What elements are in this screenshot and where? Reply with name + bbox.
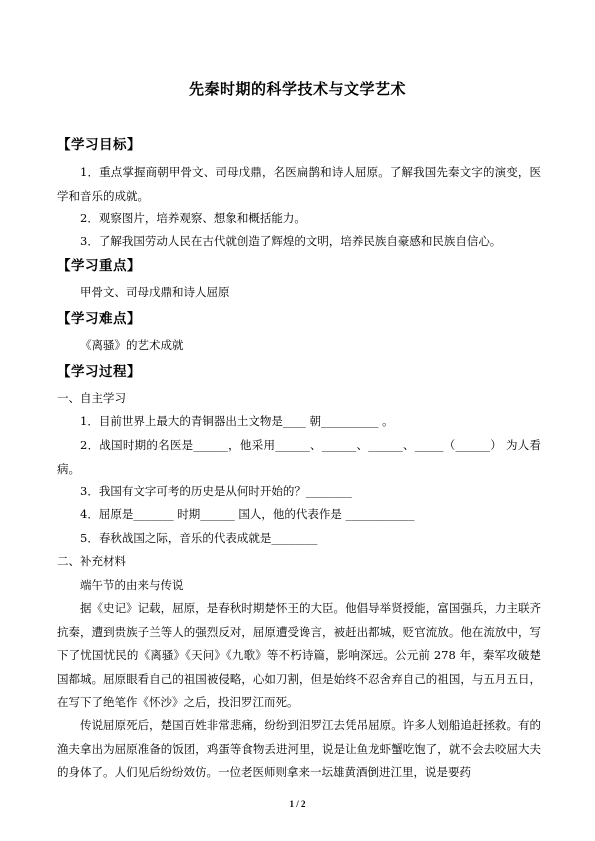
process-heading: 【学习过程】	[57, 364, 141, 380]
focus-text: 甲骨文、司母戊鼎和诗人屈原	[80, 285, 230, 299]
question-5: 5．春秋战国之际，音乐的代表成就是________	[80, 531, 318, 545]
section-self-study: 一、自主学习	[57, 391, 126, 405]
section-materials: 二、补充材料	[57, 554, 126, 568]
question-2: 2．战国时期的名医是______，他采用______、______、______、_____（______） 为人看病。	[57, 438, 541, 476]
material-title: 端午节的由来与传说	[80, 578, 184, 592]
goal-item-3: 3．了解我国劳动人民在古代就创造了辉煌的文明，培养民族自豪感和民族自信心。	[80, 234, 502, 248]
goal-item-1: 1．重点掌握商朝甲骨文、司母戊鼎，名医扁鹊和诗人屈原。了解我国先秦文字的演变，医学和音乐的成就。	[57, 165, 541, 203]
goal-item-2: 2．观察图片，培养观察、想象和概括能力。	[80, 211, 306, 225]
difficulty-text: 《离骚》的艺术成就	[80, 338, 184, 352]
question-4: 4．屈原是_______ 时期______ 国人，他的代表作是 ____________	[80, 507, 415, 521]
question-1: 1．目前世界上最大的青铜器出土文物是____ 朝__________ 。	[80, 414, 394, 428]
material-paragraph-2: 传说屈原死后，楚国百姓非常悲痛，纷纷到汨罗江去凭吊屈原。许多人划船追赶拯救。有的渔夫拿出为屈原准备的饭团，鸡蛋等食物丢进河里，说是让鱼龙虾蟹吃饱了，就不会去咬屈大夫的身体了。人们见后纷纷效仿。一位老医师则拿来一坛雄黄酒倒进江里，说是要药	[57, 718, 541, 779]
material-paragraph-1: 据《史记》记载，屈原，是春秋时期楚怀王的大臣。他倡导举贤授能，富国强兵，力主联齐抗秦，遭到贵族子兰等人的强烈反对，屈原遭受谗言，被赶出都城，贬官流放。他在流放中，写下了忧国忧民的《离骚》《天问》《九歌》等不朽诗篇，影响深远。公元前 278 年，秦军攻破楚国都城。屈原眼看自己的祖国被侵略，心如刀割，但是始终不忍舍弃自己的祖国，与五月五日，在写下了绝笔作《怀沙》之后，投汨罗江而死。	[57, 601, 541, 709]
difficulty-heading: 【学习难点】	[57, 311, 141, 327]
question-3: 3．我国有文字可考的历史是从何时开始的？________	[80, 484, 352, 498]
focus-heading: 【学习重点】	[57, 258, 141, 274]
page-number: 1 / 2	[289, 799, 306, 809]
page-title: 先秦时期的科学技术与文学艺术	[188, 80, 406, 98]
goals-heading: 【学习目标】	[57, 137, 141, 153]
